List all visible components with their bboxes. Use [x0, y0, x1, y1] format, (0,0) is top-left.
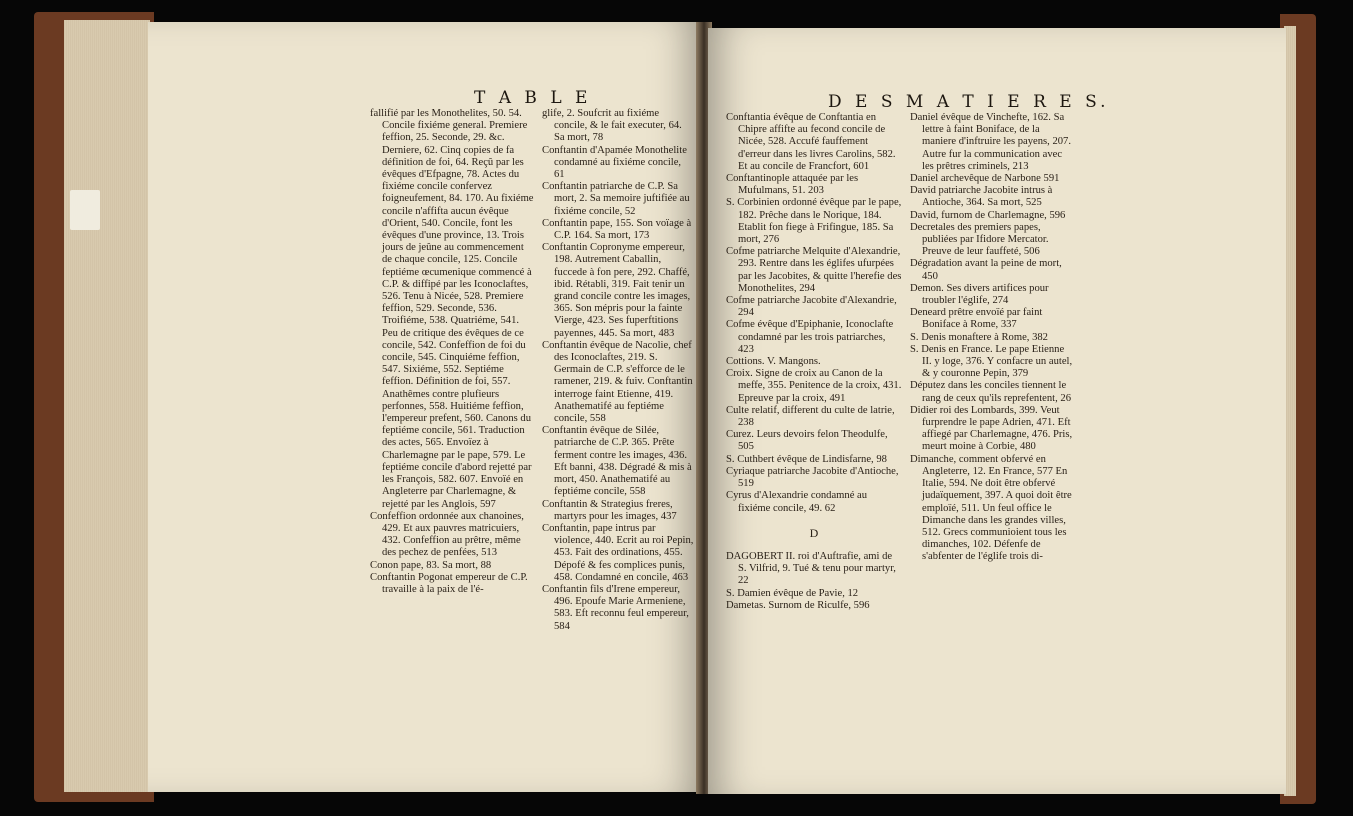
- index-entry: Cofme patriarche Melquite d'Alexandrie, 293. Rentre dans les églifes ufurpées par les Jacobites, & quitte l'herefie des Monothelites, 294: [726, 246, 902, 294]
- index-entry: Conftantin Pogonat empereur de C.P. travaille à la paix de l'é-: [370, 571, 528, 595]
- index-entry: Conftantin fils d'Irene empereur, 496. Epoufe Marie Armeniene, 583. Eft reconnu feul empereur, 584: [542, 583, 689, 632]
- index-entry: S. Cuthbert évêque de Lindisfarne, 98: [726, 453, 887, 465]
- right-page-heading: D E S M A T I E R E S.: [828, 92, 1110, 112]
- index-entry: Conftantin patriarche de C.P. Sa mort, 2. Sa memoire juftifiée au fixiéme concile, 52: [542, 181, 690, 217]
- index-entry: Didier roi des Lombards, 399. Veut furprendre le pape Adrien, 471. Eft affiegé par Charlemagne, 476. Pris, meurt moine à Corbie, 480: [910, 404, 1073, 453]
- index-entry: Daniel évêque de Vinchefte, 162. Sa lettre à faint Boniface, de la maniere d'inftruire les payens, 207. Autre fur la communication avec les prêtres criminels, 213: [910, 112, 1071, 172]
- index-entry: Cottions. V. Mangons.: [726, 356, 821, 368]
- index-entry: Conftantia évêque de Conftantia en Chipre affifte au fecond concile de Nicée, 528. Accufé fauffement d'erreur dans les livres Carolins, 582. Et au concile de Francfort, 601: [726, 112, 896, 172]
- index-entry: Demon. Ses divers artifices pour troubler l'églife, 274: [910, 282, 1049, 307]
- index-entry: Conftantin pape, 155. Son voïage à C.P. 164. Sa mort, 173: [542, 217, 692, 242]
- index-entry: Croix. Signe de croix au Canon de la meffe, 355. Penitence de la croix, 431. Epreuve par la croix, 491: [726, 368, 902, 404]
- index-entry: Deneard prêtre envoïé par faint Boniface à Rome, 337: [910, 307, 1043, 331]
- index-entry: Députez dans les conciles tiennent le rang de ceux qu'ils reprefentent, 26: [910, 380, 1071, 404]
- index-entry: Cofme patriarche Jacobite d'Alexandrie, 294: [726, 295, 897, 319]
- index-entry: Conftantin d'Apamée Monothelite condamné au fixiéme concile, 61: [542, 144, 687, 181]
- index-entry: Cyrus d'Alexandrie condamné au fixiéme concile, 49. 62: [726, 490, 868, 514]
- index-entry: Conftantin évêque de Nacolie, chef des Iconoclaftes, 219. S. Germain de C.P. s'efforce de le ramener, 219. & fuiv. Conftantin interroge faint Etienne, 419. Anathematifé au feptiéme concile, 558: [542, 339, 693, 425]
- index-entry: Daniel archevêque de Narbone 591: [910, 173, 1060, 185]
- index-entry: David patriarche Jacobite intrus à Antioche, 364. Sa mort, 525: [910, 185, 1053, 209]
- left-page-heading: T A B L E: [474, 88, 592, 108]
- index-entry: DAGOBERT II. roi d'Auftrafie, ami de S. Vilfrid, 9. Tué & tenu pour martyr, 22: [726, 550, 896, 587]
- index-entry: Cyriaque patriarche Jacobite d'Antioche, 519: [726, 465, 899, 490]
- index-entry: Cofme évêque d'Epiphanie, Iconoclafte condamné par les trois patriarches, 423: [726, 319, 894, 355]
- index-entry: Conftantinople attaquée par les Mufulmans, 51. 203: [726, 173, 859, 197]
- bookmark-tab: [70, 190, 100, 230]
- index-entry: Dimanche, comment obfervé en Angleterre, 12. En France, 577 En Italie, 594. Ne doit être obfervé judaïquement, 397. A quoi doit être emploïé, 511. Un feul office le Dimanche dans les grandes villes, 512. Grecs communioient tous les dimanches, 102. Défenfe de s'abfenter de l'églife trois di-: [910, 453, 1072, 563]
- index-entry: Decretales des premiers papes, publiées par Ifidore Mercator. Preuve de leur fauffeté, 506: [910, 221, 1049, 258]
- section-letter: D: [809, 525, 819, 540]
- index-entry: fallifié par les Monothelites, 50. 54. Concile fixiéme general. Premiere feffion, 25. Seconde, 29. &c. Derniere, 62. Cinq copies de fa définition de foi, 64. Reçû par les évêques d'Efpagne, 78. Actes du fixiéme concile confervez foigneufement, 84. 170. Au fixiéme concile n'affifta aucun évêque d'Orient, 540. Concile, font les évêques d'une province, 13. Trois jours de jeûne au commencement de chaque concile, 125. Concile feptiéme œcumenique commencé à C.P. & diffipé par les Iconoclaftes, 526. Tenu à Nicée, 528. Premiere feffion, 529. Seconde, 536. Troifiéme, 538. Quatriéme, 541. Peu de critique des évêques de ce concile, 542. Confeffion de foi du concile, 545. Cinquiéme feffion, 547. Sixiéme, 552. Septiéme feffion. Définition de foi, 557. Anathêmes contre plufieurs perfonnes, 558. Huitiéme feffion, l'empereur prefent, 560. Canons du feptiéme concile, 561. Traduction des actes, 565. Envoïez à Charlemagne par le pape, 579. Le feptiéme concile d'abord rejetté par les François, 582. 607. Envoïé en Angleterre par Charlemagne, & rejetté par les Anglois, 597: [370, 108, 534, 510]
- left-column-2: [542, 108, 694, 633]
- index-entry: Conftantin, pape intrus par violence, 440. Ecrit au roi Pepin, 453. Fait des ordinations, 455. Dépofé & fes complices punis, 458. Condamné en concile, 463: [542, 522, 694, 583]
- index-entry: Conon pape, 83. Sa mort, 88: [370, 559, 492, 571]
- right-column-2: [910, 112, 1076, 564]
- index-entry: glife, 2. Soufcrit au fixiéme concile, & le fait executer, 64. Sa mort, 78: [542, 108, 682, 144]
- left-page: [148, 22, 700, 792]
- left-column-1: [370, 108, 536, 596]
- index-entry: Dégradation avant la peine de mort, 450: [910, 258, 1062, 282]
- page-edges-left: [64, 20, 150, 792]
- index-entry: Dametas. Surnom de Riculfe, 596: [726, 599, 870, 611]
- index-entry: S. Denis en France. Le pape Etienne II. y loge, 376. Y confacre un autel, & y couronne Pepin, 379: [910, 343, 1073, 380]
- index-entry: Conftantin & Strategius freres, martyrs pour les images, 437: [542, 498, 677, 522]
- right-page: [708, 28, 1286, 794]
- index-entry: Confeffion ordonnée aux chanoines, 429. Et aux pauvres matricuiers, 432. Confeffion au prêtre, même des pechez de penfées, 513: [370, 510, 524, 559]
- index-entry: David, furnom de Charlemagne, 596: [910, 209, 1066, 221]
- index-entry: Culte relatif, different du culte de latrie, 238: [726, 404, 895, 429]
- index-entry: S. Corbinien ordonné évêque par le pape, 182. Prêche dans le Norique, 184. Etablit fon fiege à Frifingue, 185. Sa mort, 276: [726, 197, 902, 246]
- index-entry: Conftantin évêque de Silée, patriarche de C.P. 365. Prête ferment contre les images, 436. Eft banni, 438. Dégradé & mis à mort, 450. Anathematifé au feptiéme concile, 558: [542, 425, 692, 498]
- index-entry: S. Denis monaftere à Rome, 382: [910, 331, 1048, 343]
- index-entry: Curez. Leurs devoirs felon Theodulfe, 505: [726, 429, 888, 453]
- index-entry: Conftantin Copronyme empereur, 198. Autrement Caballin, fuccede à fon pere, 292. Chaffé, ibid. Rétabli, 319. Fait tenir un grand concile contre les images, 365. Son mépris pour la fainte Vierge, 423. Ses fuperftitions payennes, 445. Sa mort, 483: [542, 242, 691, 339]
- right-column-1: [726, 112, 902, 612]
- index-entry: S. Damien évêque de Pavie, 12: [726, 587, 859, 599]
